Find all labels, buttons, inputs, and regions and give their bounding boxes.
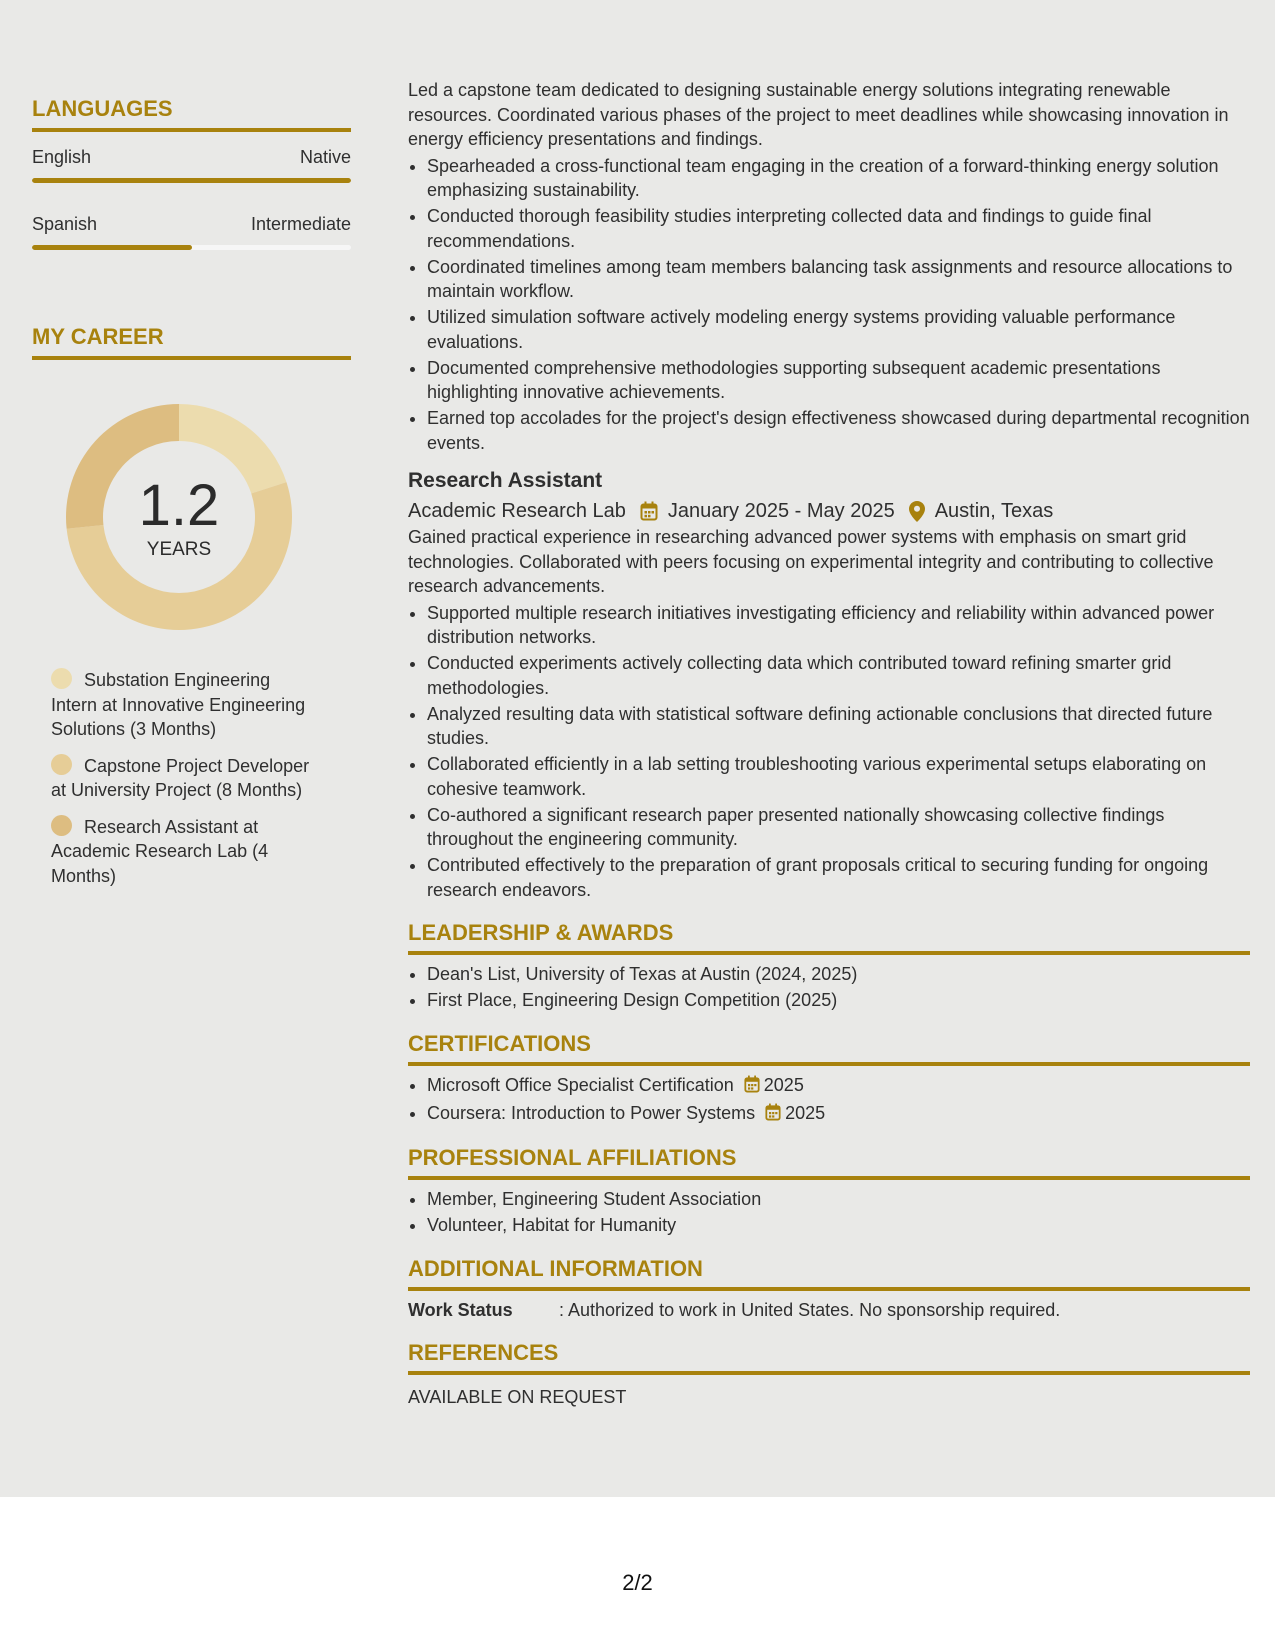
calendar-icon (640, 501, 658, 521)
company-name: Academic Research Lab (408, 500, 626, 522)
references-section (408, 1340, 1250, 1410)
language-item (32, 146, 351, 183)
job-title: Research Assistant (408, 469, 603, 492)
list-item: • Conducted thorough feasibility studies interpreting collected data and findings to guide final recommendations. (427, 204, 1250, 253)
legend-swatch (51, 754, 72, 775)
job-bullets (408, 601, 1250, 903)
job-dates: January 2025 - May 2025 (667, 500, 895, 522)
career-donut-chart (66, 404, 292, 630)
certifications-section (408, 1031, 1250, 1128)
legend-item (51, 754, 321, 803)
career-heading: MY CAREER (32, 324, 164, 349)
career-legend (51, 668, 321, 888)
legend-swatch (51, 815, 72, 836)
work-status-label: Work Status (408, 1299, 513, 1320)
list-item: • Coordinated timelines among team members balancing task assignments and resource allocations to maintain workflow. (427, 255, 1250, 304)
work-status-value: : Authorized to work in United States. No sponsorship required. (559, 1299, 1061, 1320)
list-item (427, 1101, 1250, 1128)
calendar-icon (744, 1075, 760, 1100)
language-level: Native (299, 147, 351, 167)
legend-item (51, 815, 321, 889)
list-item: • Collaborated efficiently in a lab setting troubleshooting various experimental setups elaborating on cohesive teamwork. (427, 752, 1250, 801)
leadership-section (408, 920, 1250, 1013)
certification-name: Microsoft Office Specialist Certification (427, 1074, 734, 1095)
list-item: • Spearheaded a cross-functional team engaging in the creation of a forward-thinking energy solution emphasizing sustainability. (427, 154, 1250, 203)
list-item: • Supported multiple research initiatives investigating efficiency and reliability within advanced power distribution networks. (427, 601, 1250, 650)
section-divider (408, 1371, 1250, 1375)
left-column (32, 96, 351, 900)
list-item: • First Place, Engineering Design Competition (2025) (427, 988, 1250, 1013)
affiliations-heading: PROFESSIONAL AFFILIATIONS (408, 1145, 737, 1170)
section-divider (408, 1062, 1250, 1066)
list-item: • Analyzed resulting data with statistical software defining actionable conclusions that directed future studies. (427, 702, 1250, 751)
language-name: Spanish (32, 214, 98, 234)
language-name: English (32, 147, 92, 167)
list-item: • Dean's List, University of Texas at Austin (2024, 2025) (427, 962, 1250, 987)
section-divider (408, 1287, 1250, 1291)
legend-label: Substation Engineering Intern at Innovative Engineering Solutions (3 Months) (51, 670, 306, 739)
list-item: • Utilized simulation software actively modeling energy systems providing valuable performance evaluations. (427, 305, 1250, 354)
right-column (408, 78, 1250, 1410)
research-entry (408, 467, 1250, 902)
list-item: • Co-authored a significant research paper presented nationally showcasing collective findings throughout the engineering community. (427, 803, 1250, 852)
job-location: Austin, Texas (934, 500, 1054, 522)
additional-info-heading: ADDITIONAL INFORMATION (408, 1255, 703, 1281)
work-status-row (408, 1298, 1250, 1323)
capstone-entry (408, 78, 1250, 455)
language-proficiency-bar (32, 245, 351, 250)
leadership-list (408, 962, 1250, 1013)
section-divider (32, 128, 351, 132)
language-proficiency-bar (32, 178, 351, 183)
certifications-list (408, 1073, 1250, 1128)
legend-swatch (51, 668, 72, 689)
language-proficiency-fill (32, 178, 351, 183)
list-item: • Conducted experiments actively collecting data which contributed toward refining smarter grid methodologies. (427, 651, 1250, 700)
legend-item (51, 668, 321, 742)
certifications-heading: CERTIFICATIONS (408, 1030, 591, 1056)
language-item (32, 213, 351, 250)
affiliations-list (408, 1187, 1250, 1238)
career-total-value: 1.2 (138, 473, 220, 538)
references-text: AVAILABLE ON REQUEST (408, 1387, 627, 1407)
languages-section (32, 96, 351, 250)
section-divider (408, 951, 1250, 955)
section-divider (408, 1176, 1250, 1180)
page-number: 2/2 (622, 1570, 653, 1595)
list-item: • Documented comprehensive methodologies supporting subsequent academic presentations highlighting innovative achievements. (427, 356, 1250, 405)
additional-info-section (408, 1256, 1250, 1323)
section-divider (32, 356, 351, 360)
language-level: Intermediate (250, 214, 351, 234)
language-proficiency-fill (32, 245, 192, 250)
affiliations-section (408, 1145, 1250, 1238)
career-total-unit: YEARS (146, 539, 212, 560)
certification-name: Coursera: Introduction to Power Systems (427, 1102, 756, 1123)
list-item (427, 1073, 1250, 1100)
calendar-icon (765, 1103, 781, 1128)
job-meta (408, 497, 1250, 525)
legend-label: Research Assistant at Academic Research Lab (4 Months) (51, 816, 269, 886)
certification-year: 2025 (785, 1102, 826, 1123)
references-heading: REFERENCES (408, 1340, 559, 1365)
list-item: • Earned top accolades for the project's design effectiveness showcased during departmental recognition events. (427, 406, 1250, 455)
list-item: • Member, Engineering Student Association (427, 1187, 1250, 1212)
leadership-heading: LEADERSHIP & AWARDS (408, 920, 674, 945)
certification-year: 2025 (763, 1074, 804, 1095)
languages-heading: LANGUAGES (32, 96, 173, 121)
list-item: • Volunteer, Habitat for Humanity (427, 1213, 1250, 1238)
job-description: Gained practical experience in researching advanced power systems with emphasis on smart grid technologies. Collaborated with peers focusing on experimental integrity and contributing to collective research advancements. (408, 527, 1214, 596)
career-section (32, 324, 351, 888)
legend-label: Capstone Project Developer at University Project (8 Months) (51, 755, 310, 800)
list-item: • Contributed effectively to the preparation of grant proposals critical to securing funding for ongoing research endeavors. (427, 853, 1250, 902)
job-bullets (408, 154, 1250, 456)
location-pin-icon (909, 501, 925, 522)
job-description: Led a capstone team dedicated to designing sustainable energy solutions integrating renewable resources. Coordinated various phases of the project to meet deadlines while showcasing innovation in energy efficiency presentations and findings. (408, 80, 1229, 149)
